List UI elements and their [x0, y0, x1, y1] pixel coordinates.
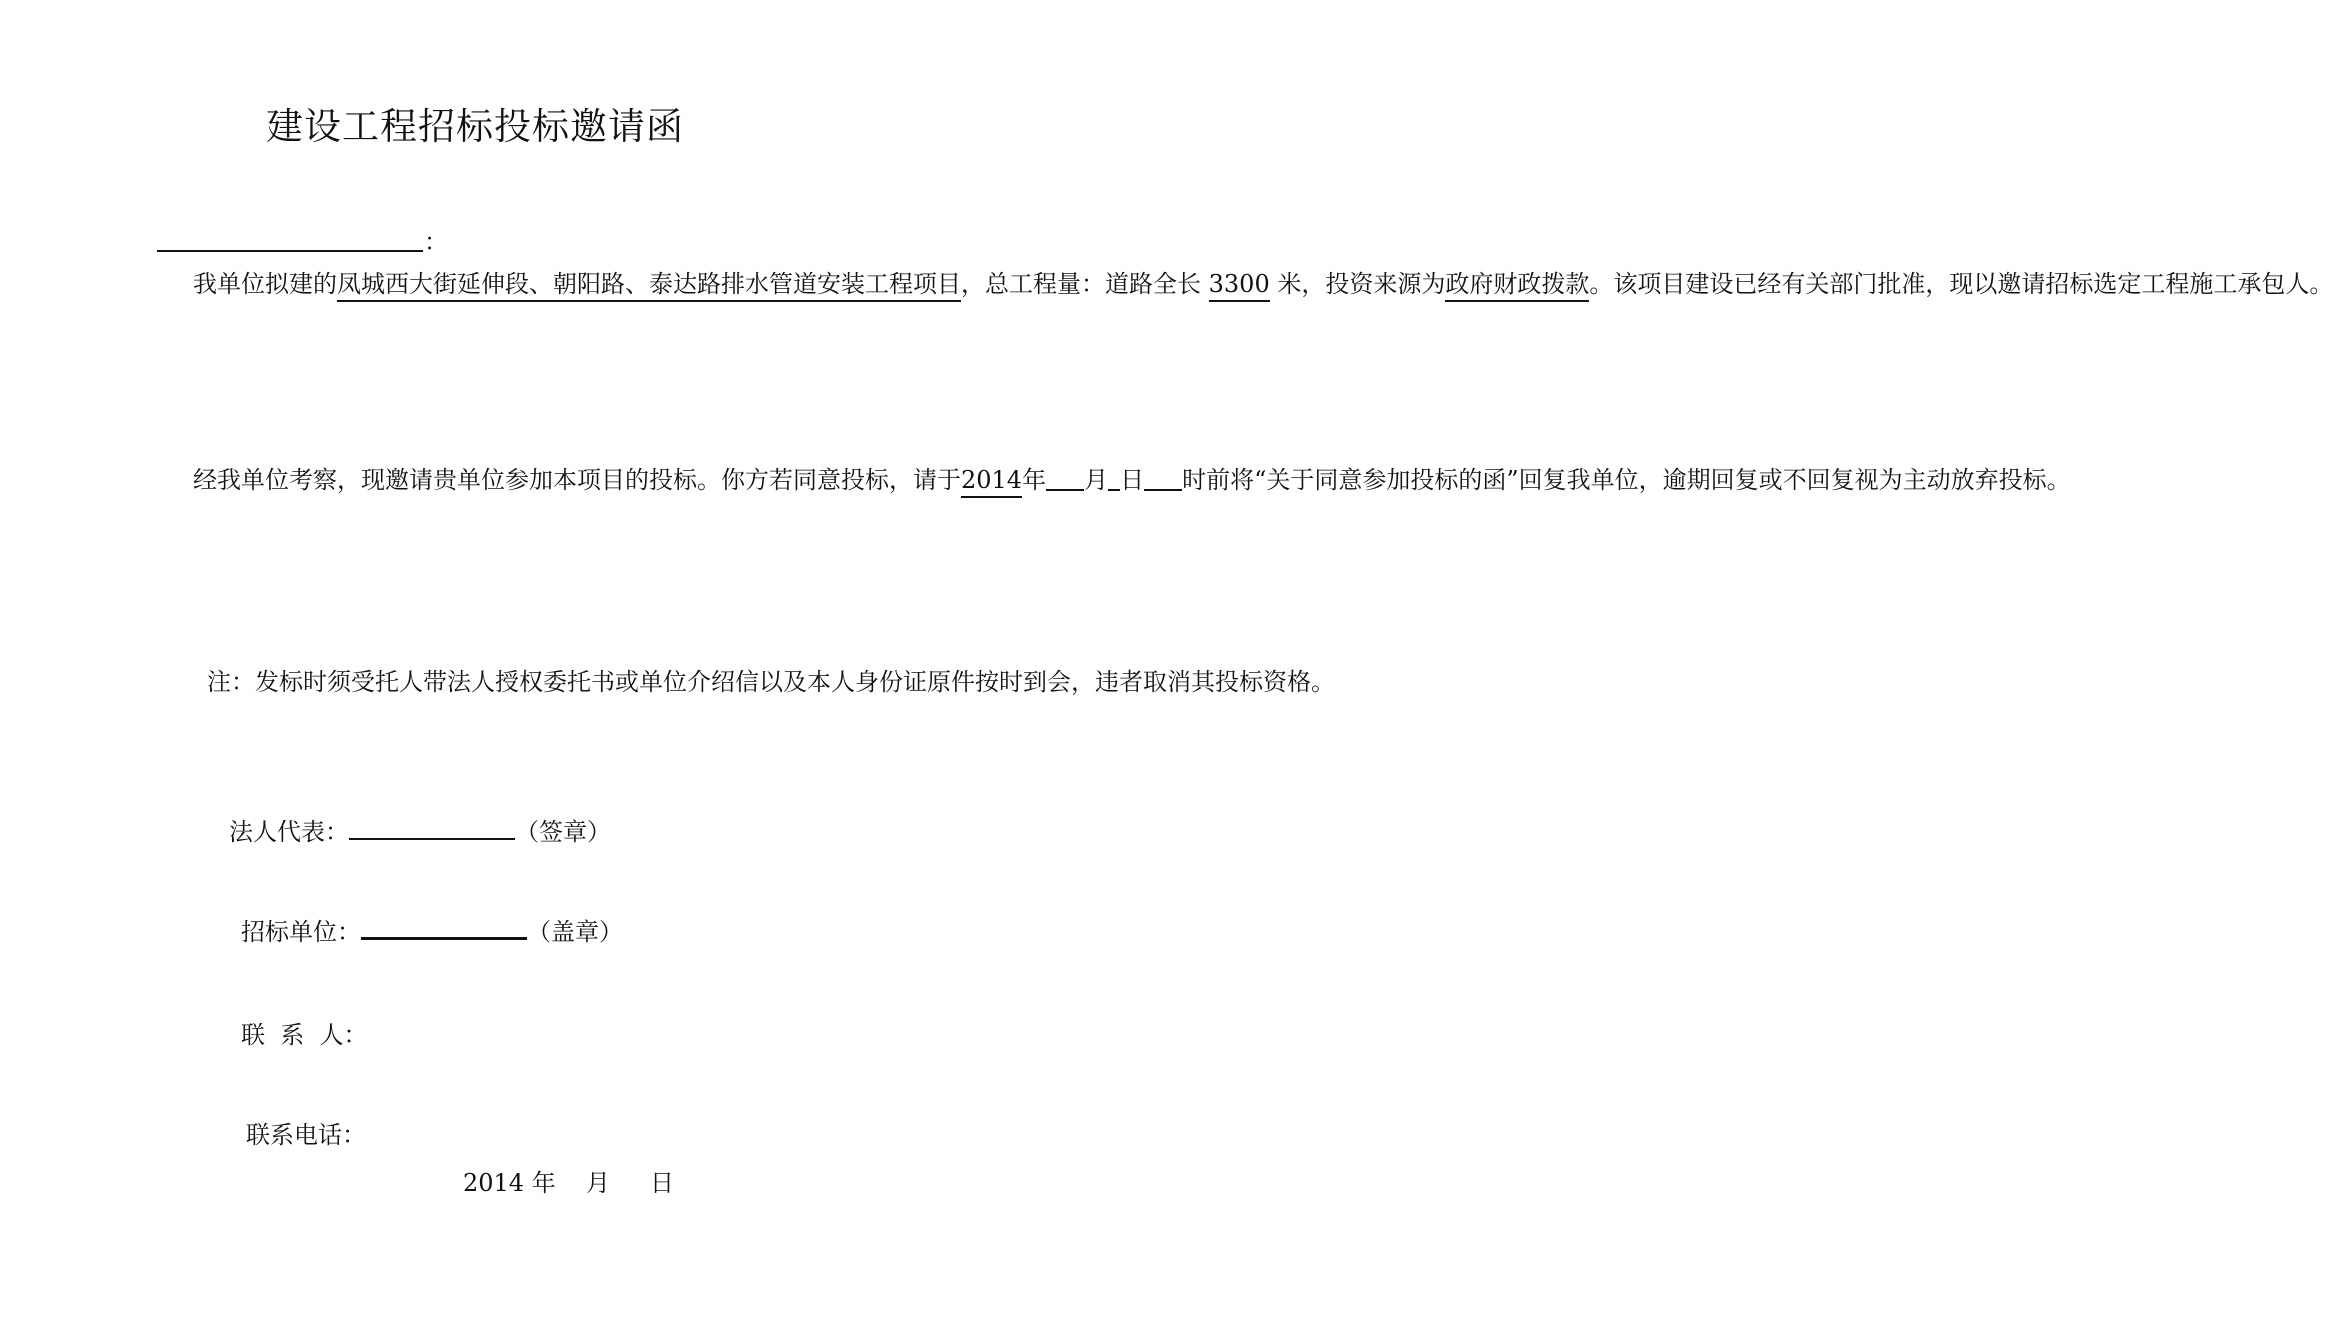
date-year: 2014 年	[463, 1169, 556, 1197]
reply-day-unit: 日	[1120, 466, 1145, 494]
funding-source: 政府财政拨款	[1445, 270, 1589, 302]
p1-text-4: 。该项目建设已经有关部门批准，现以邀请招标选定工程施工承包人。	[1589, 270, 2333, 298]
legal-rep-label: 法人代表：	[229, 818, 349, 846]
legal-rep-blank	[349, 818, 515, 840]
reply-year: 2014	[961, 466, 1022, 498]
p2-text-2: 时前将“关于同意参加投标的函”回复我单位，逾期回复或不回复视为主动放弃投标。	[1182, 466, 2071, 494]
reply-month-unit: 月	[1084, 466, 1109, 494]
tender-unit-suffix: （盖章）	[527, 918, 623, 946]
date-month: 月	[586, 1169, 610, 1197]
document-title: 建设工程招标投标邀请函	[266, 105, 684, 148]
legal-rep-row	[229, 812, 611, 847]
tender-unit-row	[241, 912, 623, 947]
addressee-colon: ：	[424, 228, 448, 256]
p1-text-3: 米，投资来源为	[1277, 270, 1446, 298]
contact-person-label: 联 系 人：	[241, 1021, 368, 1049]
contact-phone-label: 联系电话：	[246, 1121, 366, 1149]
paragraph-project	[145, 260, 2333, 309]
tender-unit-blank	[361, 917, 527, 940]
reply-day-blank	[1108, 465, 1120, 491]
reply-hour-blank	[1144, 465, 1182, 491]
p2-text-1: 经我单位考察，现邀请贵单位参加本项目的投标。你方若同意投标，请于	[193, 466, 961, 494]
legal-rep-suffix: （签章）	[515, 818, 611, 846]
paragraph-invitation	[145, 456, 2071, 505]
date-day: 日	[650, 1169, 674, 1197]
reply-year-unit: 年	[1022, 466, 1047, 494]
p1-text-1: 我单位拟建的	[193, 270, 337, 298]
paragraph-note: 注：发标时须受托人带法人授权委托书或单位介绍信以及本人身份证原件按时到会，违者取消其投标资格。	[207, 668, 1335, 696]
reply-month-blank	[1046, 465, 1084, 491]
tender-unit-label: 招标单位：	[241, 918, 361, 946]
road-length: 3300	[1209, 270, 1270, 302]
addressee-blank	[157, 250, 423, 252]
project-name: 凤城西大街延伸段、朝阳路、泰达路排水管道安装工程项目	[337, 270, 961, 302]
p1-text-2: ，总工程量：道路全长	[961, 270, 1201, 298]
